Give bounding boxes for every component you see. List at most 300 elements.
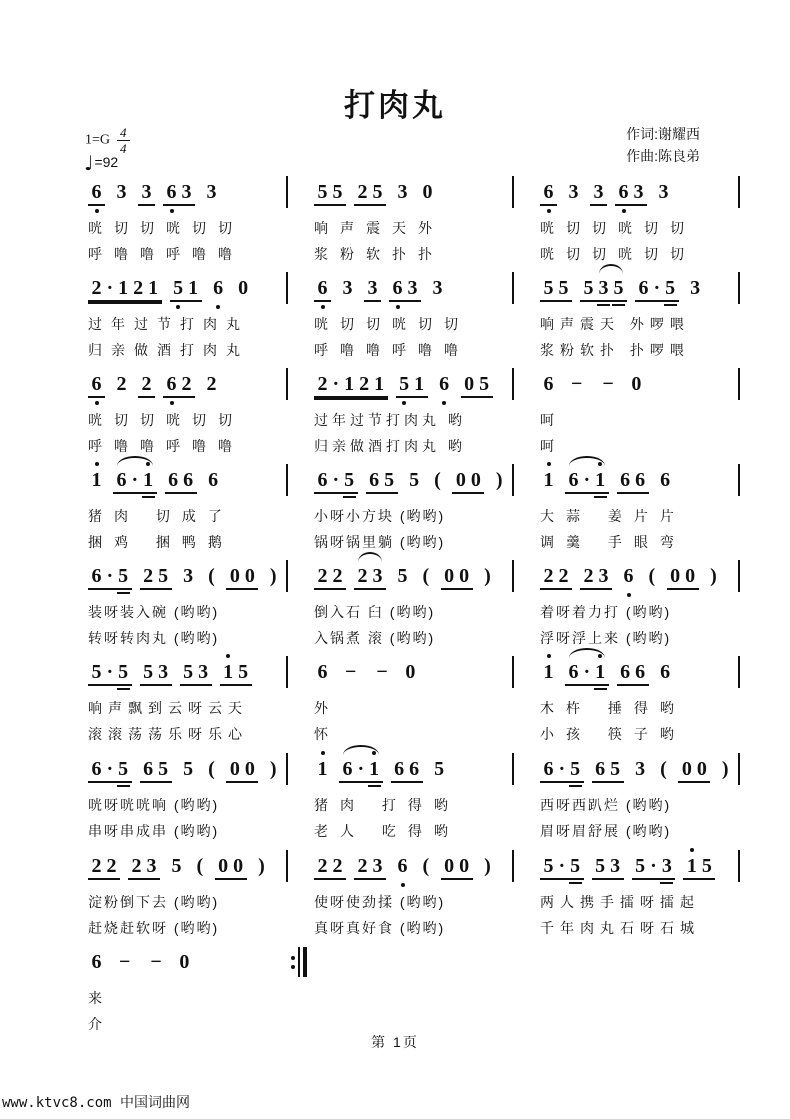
note: 2	[317, 855, 328, 877]
note: (	[648, 565, 656, 587]
lyric-line: 串呀串成串 (哟哟)	[88, 823, 220, 839]
note: 2	[91, 277, 102, 299]
note: 5	[91, 661, 102, 683]
measure	[88, 276, 286, 359]
note-group	[657, 757, 671, 781]
lyric-line: 介	[88, 1016, 114, 1032]
note-group	[492, 468, 506, 492]
note: 3	[367, 277, 378, 299]
note-group	[565, 372, 588, 396]
lyric-line: 来	[88, 990, 114, 1006]
notes-line	[88, 757, 286, 787]
note: 3	[432, 277, 443, 299]
note-group	[565, 180, 582, 204]
note: 5	[663, 276, 678, 300]
system-4	[88, 468, 740, 551]
note: 1	[344, 373, 355, 395]
note: 1	[593, 468, 608, 492]
octave-dot	[95, 462, 99, 466]
note: 5	[384, 469, 395, 491]
barline	[738, 656, 740, 688]
note: 3	[181, 181, 192, 203]
note-group	[596, 372, 619, 396]
note: 5	[171, 276, 186, 300]
note: 2	[357, 855, 368, 877]
lyric-line: 木杵 捶得哟	[540, 700, 686, 716]
octave-dot	[401, 883, 405, 887]
note: 2	[91, 855, 102, 877]
note-group	[203, 372, 220, 396]
note-group	[628, 372, 645, 396]
note: 3	[593, 181, 604, 203]
dash-note: −	[345, 661, 357, 683]
note-group	[314, 757, 331, 781]
note: 6	[390, 276, 405, 300]
note-group	[565, 468, 609, 494]
note: (	[660, 758, 667, 780]
slur-arc	[596, 276, 626, 300]
note: 1	[118, 277, 129, 299]
lyric-line: 猪肉 切成了	[88, 508, 234, 524]
note-group	[396, 372, 428, 398]
lyric-line: 呼噜噜呼噜噜	[314, 342, 470, 358]
note: 5	[332, 181, 343, 203]
lyric-line: 着呀着力打 (哟哟)	[540, 604, 672, 620]
note-group	[481, 854, 495, 878]
note: 1	[188, 277, 199, 299]
note-group	[391, 757, 423, 783]
measure	[88, 854, 286, 937]
note: 5	[183, 661, 194, 683]
note-group	[205, 757, 219, 781]
note: 1	[593, 660, 608, 684]
note: 6	[315, 276, 330, 300]
lyric-line: 响声飘到云呀云天	[88, 700, 248, 716]
notes-line	[88, 854, 286, 884]
lyric-line: 咣呀咣咣响 (哟哟)	[88, 797, 220, 813]
repeat-thick-bar	[303, 947, 307, 977]
system-8	[88, 854, 740, 937]
notes-line	[314, 372, 512, 402]
note: 3	[598, 565, 609, 587]
note: 3	[407, 277, 418, 299]
time-signature-bottom: 4	[120, 141, 127, 156]
note: 6	[409, 758, 420, 780]
rest-note: 0	[685, 565, 696, 587]
note: 5	[611, 276, 626, 300]
note-group	[88, 757, 132, 783]
note: 5	[116, 660, 131, 684]
note-group	[170, 276, 202, 302]
rest-note: 0	[464, 373, 475, 395]
note: 5	[397, 372, 412, 396]
note-group	[419, 564, 433, 588]
note: (	[208, 758, 215, 780]
note-group	[540, 757, 584, 783]
note-group	[354, 180, 386, 206]
rest-note: 0	[229, 758, 240, 780]
measure	[88, 180, 286, 263]
note-group	[163, 180, 195, 206]
augmentation-dot: ·	[106, 565, 114, 587]
note-group	[429, 276, 446, 300]
note: 6	[116, 469, 127, 491]
note-group	[366, 468, 398, 494]
page-number: 第 1页	[371, 1034, 419, 1050]
note-group	[266, 564, 280, 588]
augmentation-dot: ·	[332, 469, 340, 491]
lyric-line: 咣切切咣切切	[88, 220, 244, 236]
note: 2	[106, 855, 117, 877]
note: 6	[620, 661, 631, 683]
note: 3	[116, 181, 127, 203]
lyric-line: 浆粉软扑扑	[314, 246, 444, 262]
dash-note: −	[119, 951, 131, 973]
rest-note: 0	[244, 758, 255, 780]
note-group	[540, 854, 584, 880]
note: 3	[141, 181, 152, 203]
note: 5	[558, 277, 569, 299]
note: 5	[595, 855, 606, 877]
octave-dot	[226, 654, 230, 658]
note-group	[88, 950, 105, 974]
note: 5	[610, 758, 621, 780]
note: 2	[359, 373, 370, 395]
lyric-line: 滚滚荡荡乐呀乐心	[88, 726, 248, 742]
note-group	[718, 757, 732, 781]
lyric-line: 两人携手擂呀擂起	[540, 894, 700, 910]
rest-note: 0	[238, 277, 249, 299]
note: 5	[372, 181, 383, 203]
notes-line	[88, 660, 286, 690]
note: 1	[221, 660, 236, 684]
note-group	[431, 757, 448, 781]
augmentation-dot: ·	[106, 661, 114, 683]
note-group	[590, 180, 607, 206]
note-group	[88, 854, 120, 880]
note: 2	[143, 565, 154, 587]
note-group	[657, 468, 674, 492]
note-group	[235, 276, 252, 300]
notes-line	[540, 276, 738, 306]
lyric-line: 响声震天 外啰喂	[540, 316, 690, 332]
note-group	[215, 854, 247, 880]
rest-note: 0	[455, 469, 466, 491]
octave-dot	[396, 305, 400, 309]
notes-line	[540, 660, 738, 690]
note-group	[226, 564, 258, 590]
note: 5	[238, 661, 249, 683]
note: )	[484, 855, 491, 877]
composer-credit: 作曲:陈良弟	[626, 148, 700, 164]
lyric-line: 过年过节打肉丸 哟	[314, 412, 466, 428]
octave-dot	[442, 401, 446, 405]
note: 3	[633, 181, 644, 203]
note-group	[687, 276, 704, 300]
note-group	[314, 468, 358, 494]
lyric-line: 归亲做酒打肉丸 哟	[314, 438, 466, 454]
notes-line	[88, 180, 286, 210]
note: 6	[568, 661, 579, 683]
note-group	[419, 854, 433, 878]
octave-dot	[547, 209, 551, 213]
note-group	[176, 950, 193, 974]
notes-line	[314, 564, 512, 594]
note: 6	[89, 372, 104, 396]
rest-note: 0	[670, 565, 681, 587]
note-group	[370, 660, 393, 684]
barline	[738, 272, 740, 304]
lyric-line: 浆粉软扑 扑啰喂	[540, 342, 690, 358]
lyric-line: 捆鸡 捆鸭鹅	[88, 534, 234, 550]
note: 6	[395, 854, 410, 878]
note-group	[140, 564, 172, 590]
note: (	[208, 565, 215, 587]
lyric-line: 呵	[540, 412, 566, 428]
note: 2	[317, 565, 328, 587]
note-group	[406, 468, 423, 492]
note: 6	[635, 469, 646, 491]
note-group	[615, 180, 647, 206]
note-group	[394, 564, 411, 588]
notes-line	[314, 757, 512, 787]
note-group	[144, 950, 167, 974]
note: 5	[317, 181, 328, 203]
lyric-line: 响声震天外	[314, 220, 444, 236]
note: 6	[616, 180, 631, 204]
lyric-line: 装呀装入碗 (哟哟)	[88, 604, 220, 620]
dash-note: −	[571, 373, 583, 395]
note: 2	[583, 565, 594, 587]
note-group	[255, 854, 269, 878]
note: )	[269, 565, 277, 587]
octave-dot	[321, 751, 325, 755]
note-group	[394, 854, 411, 878]
system-3	[88, 372, 740, 455]
note-group	[461, 372, 493, 398]
lyric-line: 小孩 筷子哟	[540, 726, 686, 742]
note: 1	[89, 468, 104, 492]
note-group	[220, 660, 252, 686]
slur-arc	[566, 660, 608, 684]
note-group	[163, 372, 195, 398]
note: )	[258, 855, 265, 877]
lyric-line: 呼噜噜呼噜噜	[88, 438, 244, 454]
note: 6	[638, 277, 649, 299]
measure	[288, 854, 512, 937]
note-group	[113, 950, 136, 974]
octave-dot	[402, 401, 406, 405]
notes-line	[540, 854, 738, 884]
note: 5	[568, 757, 583, 781]
note: 3	[342, 277, 353, 299]
tempo-marking	[84, 151, 118, 175]
rest-note: 0	[229, 565, 240, 587]
dash-note: −	[602, 373, 614, 395]
note: 6	[183, 469, 194, 491]
octave-dot	[627, 593, 631, 597]
note-group	[389, 276, 421, 302]
barline	[738, 176, 740, 208]
note: 2	[558, 565, 569, 587]
note: 3	[596, 276, 611, 300]
watermark: www.ktvc8.com 中国词曲网	[2, 1095, 191, 1111]
measure	[514, 276, 738, 359]
note: 2	[206, 373, 217, 395]
measure	[514, 180, 738, 263]
note-group	[88, 660, 132, 686]
note-group	[88, 180, 105, 206]
system-7	[88, 757, 740, 840]
augmentation-dot: ·	[583, 661, 591, 683]
notes-line	[540, 372, 738, 402]
note-group	[314, 276, 331, 302]
note-group	[540, 660, 557, 684]
lyric-line: 入锅煮 滚 (哟哟)	[314, 630, 436, 646]
repeat-dot	[291, 956, 295, 960]
notes-line	[314, 660, 512, 690]
note-group	[314, 180, 346, 206]
note: 6	[91, 951, 102, 973]
note-group	[180, 564, 197, 588]
time-signature-top: 4	[117, 126, 130, 141]
repeat-dots	[291, 956, 295, 969]
augmentation-dot: ·	[106, 758, 114, 780]
lyric-line: 调羹 手眼弯	[540, 534, 686, 550]
note: 5	[171, 855, 182, 877]
note: 3	[183, 565, 194, 587]
note: 1	[684, 854, 699, 878]
barline	[738, 560, 740, 592]
note-group	[140, 660, 172, 686]
dash-note: −	[150, 951, 162, 973]
note: 6	[437, 372, 452, 396]
repeat-dot	[291, 965, 295, 969]
note: 6	[342, 758, 353, 780]
note-group	[339, 660, 362, 684]
note: 6	[91, 758, 102, 780]
notes-line	[314, 468, 512, 498]
note: 3	[659, 854, 674, 878]
notes-line	[314, 180, 512, 210]
barline	[738, 464, 740, 496]
note: (	[196, 855, 204, 877]
lyric-line: 小呀小方块 (哟哟)	[314, 508, 446, 524]
note-group	[354, 854, 386, 880]
note-group	[314, 372, 388, 398]
lyric-line: 使呀使劲揉 (哟哟)	[314, 894, 446, 910]
lyric-line: 大蒜 姜片片	[540, 508, 686, 524]
note-group	[314, 564, 346, 590]
note: 5	[342, 468, 357, 492]
lyric-line: 老人 吃得哟	[314, 823, 460, 839]
octave-dot	[690, 848, 694, 852]
note: 6	[595, 758, 606, 780]
note: 1	[141, 468, 156, 492]
note: 5	[183, 758, 194, 780]
measure	[288, 660, 512, 743]
note: )	[495, 469, 503, 491]
dash-note: −	[376, 661, 388, 683]
note: 2	[332, 565, 343, 587]
note-group	[580, 276, 627, 302]
lyric-line: 眉呀眉舒展 (哟哟)	[540, 823, 672, 839]
notes-line	[540, 757, 738, 787]
note-group	[540, 468, 557, 492]
note: 5	[635, 855, 646, 877]
octave-dot	[170, 209, 174, 213]
lyric-line: 咣切切咣切切	[540, 246, 696, 262]
lyric-line: 咣切切咣切切	[540, 220, 696, 236]
octave-dot	[622, 209, 626, 213]
measure	[88, 372, 286, 455]
measure	[288, 372, 512, 455]
note-group	[88, 372, 105, 398]
augmentation-dot: ·	[558, 855, 566, 877]
note: 3	[658, 181, 669, 203]
note: 3	[610, 855, 621, 877]
measure	[288, 564, 512, 647]
octave-dot	[216, 305, 220, 309]
system-1	[88, 180, 740, 263]
lyric-line: 转呀转肉丸 (哟哟)	[88, 630, 220, 646]
augmentation-dot: ·	[650, 855, 657, 877]
note: 1	[315, 757, 330, 781]
rest-note: 0	[631, 373, 642, 395]
lyric-line: 咣切切咣切切	[314, 316, 470, 332]
octave-dot	[372, 751, 376, 755]
note-group	[645, 564, 659, 588]
note-group	[565, 660, 609, 686]
system-2	[88, 276, 740, 359]
notes-line	[314, 854, 512, 884]
lyric-line: 真呀真好食 (哟哟)	[314, 920, 446, 936]
note-group	[540, 276, 572, 302]
note-group	[364, 276, 381, 302]
note: 1	[414, 373, 425, 395]
note: 3	[568, 181, 579, 203]
note: )	[484, 565, 491, 587]
notes-line	[88, 372, 286, 402]
note: 3	[635, 758, 646, 780]
note-group	[88, 564, 132, 590]
augmentation-dot: ·	[106, 277, 114, 299]
note: 1	[541, 660, 556, 684]
note: 3	[372, 855, 383, 877]
note: 6	[208, 469, 219, 491]
octave-dot	[547, 654, 551, 658]
note-group	[452, 468, 484, 494]
measure	[88, 757, 286, 840]
note: 3	[397, 181, 408, 203]
note: 2	[357, 181, 368, 203]
note: 2	[141, 373, 152, 395]
rest-note: 0	[179, 951, 190, 973]
slur-arc	[114, 468, 156, 492]
note: (	[422, 855, 430, 877]
note: 2	[133, 277, 144, 299]
note-group	[592, 854, 624, 880]
lyric-line: 赶烧赶软呀 (哟哟)	[88, 920, 220, 936]
note: 2	[181, 373, 192, 395]
note-group	[441, 854, 473, 880]
lyric-line: 锅呀锅里躺 (哟哟)	[314, 534, 446, 550]
augmentation-dot: ·	[558, 758, 566, 780]
note-group	[632, 854, 676, 880]
note-group	[88, 468, 105, 492]
note-group	[88, 276, 162, 302]
octave-dot	[598, 654, 602, 658]
